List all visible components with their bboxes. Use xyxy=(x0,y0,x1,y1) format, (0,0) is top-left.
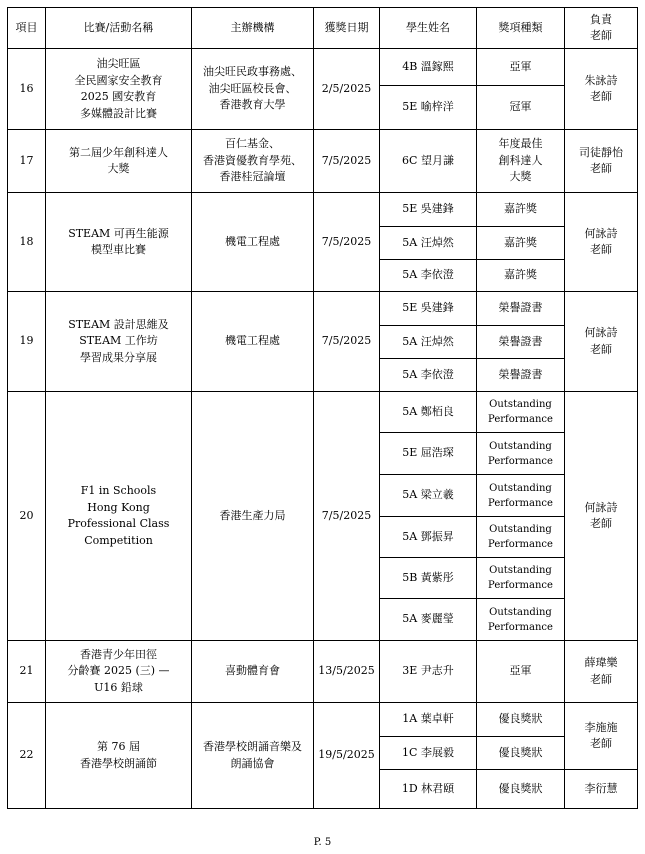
award-type: 榮譽證書 xyxy=(477,326,565,359)
award-type: 亞軍 xyxy=(477,49,565,86)
student-name: 5A 汪焯然 xyxy=(380,227,477,260)
table-row xyxy=(8,292,638,326)
organizer: 香港學校朗誦音樂及 朗誦協會 xyxy=(192,703,314,809)
item-number: 19 xyxy=(8,292,46,392)
student-name: 5A 汪焯然 xyxy=(380,326,477,359)
award-type: 榮譽證書 xyxy=(477,359,565,392)
header-organizer: 主辦機構 xyxy=(192,8,314,49)
organizer: 機電工程處 xyxy=(192,193,314,292)
competition-name: STEAM 可再生能源 模型車比賽 xyxy=(46,193,192,292)
competition-name: 第 76 屆 香港學校朗誦節 xyxy=(46,703,192,809)
item-number: 20 xyxy=(8,392,46,641)
teacher-name: 李施施 老師 xyxy=(565,703,638,770)
table-row xyxy=(8,641,638,703)
item-number: 21 xyxy=(8,641,46,703)
header-competition-name: 比賽/活動名稱 xyxy=(46,8,192,49)
student-name: 5E 喻梓洋 xyxy=(380,86,477,130)
organizer: 百仁基金、 香港資優教育學苑、 香港桂冠論壇 xyxy=(192,130,314,193)
teacher-name: 朱詠詩 老師 xyxy=(565,49,638,130)
student-name: 5E 吳建鋒 xyxy=(380,292,477,326)
teacher-name: 李衍慧 xyxy=(565,770,638,809)
header-student-name: 學生姓名 xyxy=(380,8,477,49)
page-number: P. 5 xyxy=(313,837,332,848)
student-name: 5A 梁立羲 xyxy=(380,475,477,517)
student-name: 5B 黃紫彤 xyxy=(380,558,477,599)
student-name: 5A 麥麗瑩 xyxy=(380,599,477,641)
student-name: 1D 林君頤 xyxy=(380,770,477,809)
competition-name: 香港青少年田徑 分齡賽 2025 (三) — U16 鉛球 xyxy=(46,641,192,703)
teacher-name: 薛瑋樂 老師 xyxy=(565,641,638,703)
item-number: 16 xyxy=(8,49,46,130)
student-name: 4B 溫鎵熙 xyxy=(380,49,477,86)
award-type: 年度最佳 創科達人 大獎 xyxy=(477,130,565,193)
table-row xyxy=(8,193,638,227)
teacher-name: 何詠詩 老師 xyxy=(565,193,638,292)
student-name: 5A 李依澄 xyxy=(380,359,477,392)
awards-table-body xyxy=(8,49,638,809)
student-name: 1A 葉卓軒 xyxy=(380,703,477,737)
award-type: 優良獎狀 xyxy=(477,737,565,770)
teacher-name: 司徒靜怡 老師 xyxy=(565,130,638,193)
award-date: 7/5/2025 xyxy=(314,292,380,392)
student-name: 5A 李依澄 xyxy=(380,260,477,292)
competition-name: F1 in Schools Hong Kong Professional Class Competition xyxy=(46,392,192,641)
award-type: Outstanding Performance xyxy=(477,558,565,599)
award-type: Outstanding Performance xyxy=(477,392,565,433)
award-type: Outstanding Performance xyxy=(477,599,565,641)
award-type: 亞軍 xyxy=(477,641,565,703)
student-name: 5A 鄭栢良 xyxy=(380,392,477,433)
table-row xyxy=(8,392,638,433)
header-award-type: 獎項種類 xyxy=(477,8,565,49)
organizer: 機電工程處 xyxy=(192,292,314,392)
awards-table xyxy=(7,7,638,809)
item-number: 18 xyxy=(8,193,46,292)
header-row xyxy=(8,8,638,49)
award-date: 7/5/2025 xyxy=(314,392,380,641)
award-date: 2/5/2025 xyxy=(314,49,380,130)
student-name: 5E 吳建鋒 xyxy=(380,193,477,227)
student-name: 1C 李展毅 xyxy=(380,737,477,770)
item-number: 22 xyxy=(8,703,46,809)
award-type: Outstanding Performance xyxy=(477,433,565,475)
award-type: 榮譽證書 xyxy=(477,292,565,326)
teacher-name: 何詠詩 老師 xyxy=(565,292,638,392)
award-type: Outstanding Performance xyxy=(477,475,565,517)
teacher-name: 何詠詩 老師 xyxy=(565,392,638,641)
student-name: 5E 屈浩琛 xyxy=(380,433,477,475)
table-row xyxy=(8,703,638,737)
award-type: 冠軍 xyxy=(477,86,565,130)
award-type: 嘉許獎 xyxy=(477,260,565,292)
header-award-date: 獲獎日期 xyxy=(314,8,380,49)
award-date: 7/5/2025 xyxy=(314,193,380,292)
header-teacher: 負責 老師 xyxy=(565,8,638,49)
organizer: 油尖旺民政事務處、 油尖旺區校長會、 香港教育大學 xyxy=(192,49,314,130)
table-row xyxy=(8,130,638,193)
award-type: 嘉許獎 xyxy=(477,193,565,227)
organizer: 香港生產力局 xyxy=(192,392,314,641)
header-item: 項目 xyxy=(8,8,46,49)
student-name: 3E 尹志升 xyxy=(380,641,477,703)
organizer: 喜動體育會 xyxy=(192,641,314,703)
award-type: 優良獎狀 xyxy=(477,770,565,809)
competition-name: 油尖旺區 全民國家安全教育 2025 國安教育 多媒體設計比賽 xyxy=(46,49,192,130)
competition-name: 第二屆少年創科達人 大獎 xyxy=(46,130,192,193)
award-type: Outstanding Performance xyxy=(477,517,565,558)
item-number: 17 xyxy=(8,130,46,193)
award-date: 7/5/2025 xyxy=(314,130,380,193)
student-name: 6C 望月謙 xyxy=(380,130,477,193)
award-type: 優良獎狀 xyxy=(477,703,565,737)
student-name: 5A 鄧振昇 xyxy=(380,517,477,558)
award-date: 13/5/2025 xyxy=(314,641,380,703)
competition-name: STEAM 設計思維及 STEAM 工作坊 學習成果分享展 xyxy=(46,292,192,392)
table-row xyxy=(8,49,638,86)
award-type: 嘉許獎 xyxy=(477,227,565,260)
award-date: 19/5/2025 xyxy=(314,703,380,809)
